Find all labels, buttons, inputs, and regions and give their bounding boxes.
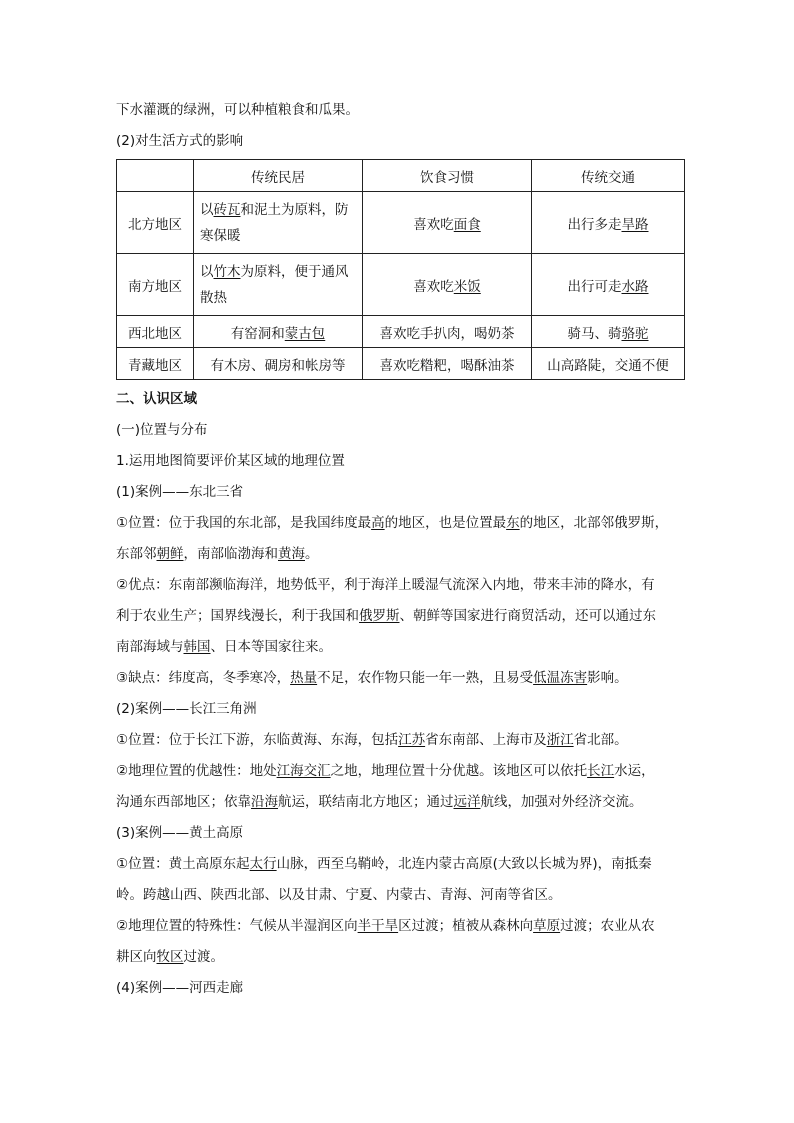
transport-cell: 出行多走旱路 bbox=[532, 192, 685, 254]
paragraph-line: 沟通东西部地区；依靠沿海航运，联结南北方地区；通过远洋航线，加强对外经济交流。 bbox=[116, 794, 643, 810]
paragraph-line: ①位置：位于长江下游，东临黄海、东海，包括江苏省东南部、上海市及浙江省北部。 bbox=[116, 732, 628, 748]
table-row bbox=[117, 192, 685, 254]
paragraph-line: 东部邻朝鲜，南部临渤海和黄海。 bbox=[116, 546, 319, 562]
food-cell: 喜欢吃手扒肉，喝奶茶 bbox=[363, 316, 532, 348]
transport-cell: 骑马、骑骆驼 bbox=[532, 316, 685, 348]
table-header-cell: 传统民居 bbox=[194, 160, 363, 192]
table-header-cell bbox=[117, 160, 194, 192]
subsection-title: (一)位置与分布 bbox=[116, 422, 208, 438]
table-row bbox=[117, 316, 685, 348]
section-title: 二、认识区域 bbox=[116, 391, 197, 407]
item-title: 1.运用地图简要评价某区域的地理位置 bbox=[116, 453, 345, 469]
region-cell: 北方地区 bbox=[117, 192, 194, 254]
table-row bbox=[117, 348, 685, 380]
house-cell: 有窑洞和蒙古包 bbox=[194, 316, 363, 348]
table-header-row bbox=[117, 160, 685, 192]
table-row bbox=[117, 254, 685, 316]
intro-line: 下水灌溉的绿洲，可以种植粮食和瓜果。 bbox=[116, 102, 359, 118]
food-cell: 喜欢吃糌粑，喝酥油茶 bbox=[363, 348, 532, 380]
paragraph-line: ①位置：黄土高原东起太行山脉，西至乌鞘岭，北连内蒙古高原(大致以长城为界)，南抵秦 bbox=[116, 856, 652, 872]
house-cell: 有木房、碉房和帐房等 bbox=[194, 348, 363, 380]
paragraph-line: 耕区向牧区过渡。 bbox=[116, 949, 224, 965]
paragraph-line: ①位置：位于我国的东北部，是我国纬度最高的地区，也是位置最东的地区，北部邻俄罗斯， bbox=[116, 515, 669, 531]
region-cell: 青藏地区 bbox=[117, 348, 194, 380]
food-cell: 喜欢吃米饭 bbox=[363, 254, 532, 316]
document-page bbox=[116, 95, 686, 1004]
food-cell: 喜欢吃面食 bbox=[363, 192, 532, 254]
paragraph-line: 利于农业生产；国界线漫长，利于我国和俄罗斯、朝鲜等国家进行商贸活动，还可以通过东 bbox=[116, 608, 656, 624]
case-title: (4)案例——河西走廊 bbox=[116, 980, 244, 996]
paragraph-line: ③缺点：纬度高，冬季寒冷，热量不足，农作物只能一年一熟，且易受低温冻害影响。 bbox=[116, 670, 628, 686]
paragraph-line: ②优点：东南部濒临海洋，地势低平，利于海洋上暖湿气流深入内地，带来丰沛的降水，有 bbox=[116, 577, 655, 593]
lifestyle-table bbox=[116, 159, 685, 380]
case-title: (2)案例——长江三角洲 bbox=[116, 701, 257, 717]
transport-cell: 山高路陡，交通不便 bbox=[532, 348, 685, 380]
paragraph-line: ②地理位置的优越性：地处江海交汇之地，地理位置十分优越。该地区可以依托长江水运， bbox=[116, 763, 655, 779]
paragraph-line: ②地理位置的特殊性：气候从半湿润区向半干旱区过渡；植被从森林向草原过渡；农业从农 bbox=[116, 918, 655, 934]
region-cell: 南方地区 bbox=[117, 254, 194, 316]
table-header-cell: 饮食习惯 bbox=[363, 160, 532, 192]
region-cell: 西北地区 bbox=[117, 316, 194, 348]
transport-cell: 出行可走水路 bbox=[532, 254, 685, 316]
case-title: (1)案例——东北三省 bbox=[116, 484, 244, 500]
sub-heading-lifestyle: (2)对生活方式的影响 bbox=[116, 133, 244, 149]
paragraph-line: 南部海域与韩国、日本等国家往来。 bbox=[116, 639, 332, 655]
case-title: (3)案例——黄土高原 bbox=[116, 825, 244, 841]
house-cell: 以竹木为原料，便于通风散热 bbox=[194, 254, 363, 316]
table-header-cell: 传统交通 bbox=[532, 160, 685, 192]
house-cell: 以砖瓦和泥土为原料，防寒保暖 bbox=[194, 192, 363, 254]
paragraph-line: 岭。跨越山西、陕西北部、以及甘肃、宁夏、内蒙古、青海、河南等省区。 bbox=[116, 887, 562, 903]
